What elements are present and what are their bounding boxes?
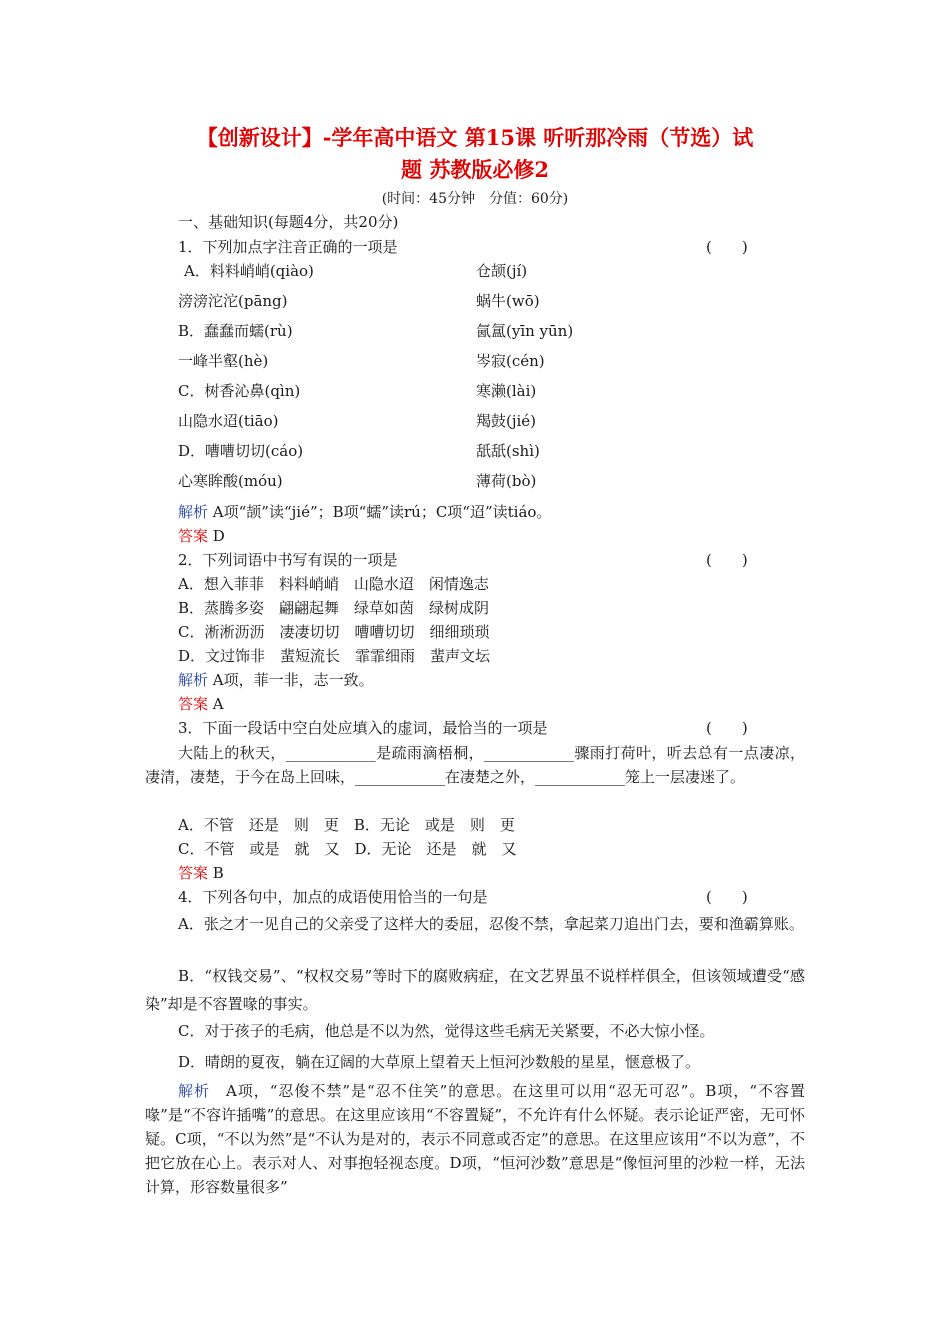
q3-passage: 大陆上的秋天，____________是疏雨滴梧桐，____________骤雨打荷叶，听去总有一点凄凉，凄清，凄楚，于今在岛上回味，____________在凄楚之外，____________笼上一层凄迷了。 bbox=[145, 744, 805, 786]
answer-label: 答案 bbox=[178, 695, 209, 713]
q1-option-d-right: 舐舐(shì) bbox=[476, 442, 540, 460]
q2-answer bbox=[178, 693, 224, 715]
q4-stem: 4．下列各句中，加点的成语使用恰当的一句是 bbox=[178, 888, 488, 906]
q1-row-2-left: 滂滂沱沱(pāng) bbox=[178, 292, 288, 310]
q3-answer bbox=[178, 862, 224, 884]
answer-value: D bbox=[212, 527, 225, 545]
explanation-label: 解析 bbox=[178, 503, 209, 521]
q1-option-a-left: A．料料峭峭(qiào) bbox=[184, 262, 314, 280]
q4-answer-bracket: ( ) bbox=[706, 888, 748, 906]
explanation-label: 解析 bbox=[178, 671, 209, 689]
q1-answer bbox=[178, 525, 225, 547]
title-line-2: 题 苏教版必修2 bbox=[401, 157, 549, 182]
explanation-text: A项，菲一非，志一致。 bbox=[212, 671, 374, 689]
explanation-text: A项“颉”读“jié”；B项“蠕”读rú；C项“迢”读tiáo。 bbox=[212, 503, 552, 521]
exam-meta: (时间：45分钟 分值：60分) bbox=[381, 191, 569, 207]
q1-option-b-right: 氤氲(yīn yūn) bbox=[476, 322, 574, 340]
q1-row-4-right: 岑寂(cén) bbox=[476, 352, 545, 370]
answer-label: 答案 bbox=[178, 527, 209, 545]
q2-answer-bracket: ( ) bbox=[706, 551, 748, 569]
answer-value: B bbox=[212, 864, 224, 882]
q1-explanation bbox=[178, 501, 551, 523]
q1-option-c-left: C．树香沁鼻(qìn) bbox=[178, 382, 301, 400]
explanation-text: A项，“忍俊不禁”是“忍不住笑”的意思。在这里可以用“忍无可忍”。B项，“不容置喙”是“不容许插嘴”的意思。在这里应该用“不容置疑”，不允许有什么怀疑。表示论证严密，无可怀疑。C项，“不以为然”是“不认为是对的，表示不同意或否定”的意思。在这里应该用“不以为意”，不把它放在心上。表示对人、对事抱轻视态度。D项，“恒河沙数”意思是“像恒河里的沙粒一样，无法计算，形容数量很多” bbox=[145, 1082, 805, 1196]
q1-stem: 1．下列加点字注音正确的一项是 bbox=[178, 238, 398, 256]
q1-row-4-left: 一峰半壑(hè) bbox=[178, 352, 269, 370]
q2-stem: 2．下列词语中书写有误的一项是 bbox=[178, 551, 398, 569]
q1-option-d-left: D．嘈嘈切切(cáo) bbox=[178, 442, 304, 460]
q1-row-8-left: 心寒眸酸(móu) bbox=[178, 472, 283, 490]
q2-option-c: C．淅淅沥沥 凄凄切切 嘈嘈切切 细细琐琐 bbox=[178, 623, 490, 641]
q1-option-b-left: B．蠢蠢而蠕(rù) bbox=[178, 322, 293, 340]
section-heading: 一、基础知识(每题4分，共20分) bbox=[178, 213, 399, 231]
q3-stem: 3．下面一段话中空白处应填入的虚词，最恰当的一项是 bbox=[178, 719, 548, 737]
q1-row-2-right: 蜗牛(wō) bbox=[476, 292, 540, 310]
q1-row-8-right: 薄荷(bò) bbox=[476, 472, 537, 490]
q3-answer-bracket: ( ) bbox=[706, 719, 748, 737]
q2-option-a: A．想入菲菲 料料峭峭 山隐水迢 闲情逸志 bbox=[178, 575, 489, 593]
title-line-1: 【创新设计】-学年高中语文 第15课 听听那冷雨（节选）试 bbox=[196, 125, 754, 150]
q4-explanation bbox=[145, 1079, 805, 1199]
q2-option-d: D．文过饰非 蜚短流长 霏霏细雨 蜚声文坛 bbox=[178, 647, 491, 665]
q1-answer-bracket: ( ) bbox=[706, 238, 748, 256]
q4-option-a: A．张之才一见自己的父亲受了这样大的委屈，忍俊不禁，拿起菜刀追出门去，要和渔霸算账。 bbox=[178, 915, 804, 933]
q2-explanation bbox=[178, 669, 374, 691]
explanation-label: 解析 bbox=[178, 1082, 210, 1100]
q3-options-cd: C．不管 或是 就 又 D．无论 还是 就 又 bbox=[178, 840, 517, 858]
q1-option-a-right: 仓颉(jí) bbox=[476, 262, 528, 280]
q1-option-c-right: 寒濑(lài) bbox=[476, 382, 537, 400]
q4-option-c: C．对于孩子的毛病，他总是不以为然，觉得这些毛病无关紧要，不必大惊小怪。 bbox=[178, 1022, 715, 1040]
answer-label: 答案 bbox=[178, 864, 209, 882]
q1-row-6-right: 羯鼓(jié) bbox=[476, 412, 537, 430]
q3-options-ab: A．不管 还是 则 更 B．无论 或是 则 更 bbox=[178, 816, 515, 834]
q4-option-d: D．晴朗的夏夜，躺在辽阔的大草原上望着天上恒河沙数般的星星，惬意极了。 bbox=[178, 1053, 701, 1071]
q2-option-b: B．蒸腾多姿 翩翩起舞 绿草如茵 绿树成阴 bbox=[178, 599, 490, 617]
answer-value: A bbox=[212, 695, 224, 713]
q1-row-6-left: 山隐水迢(tiāo) bbox=[178, 412, 279, 430]
q4-option-b: B．“权钱交易”、“权权交易”等时下的腐败病症，在文艺界虽不说样样俱全，但该领域遭受“感染”却是不容置喙的事实。 bbox=[145, 967, 805, 1013]
